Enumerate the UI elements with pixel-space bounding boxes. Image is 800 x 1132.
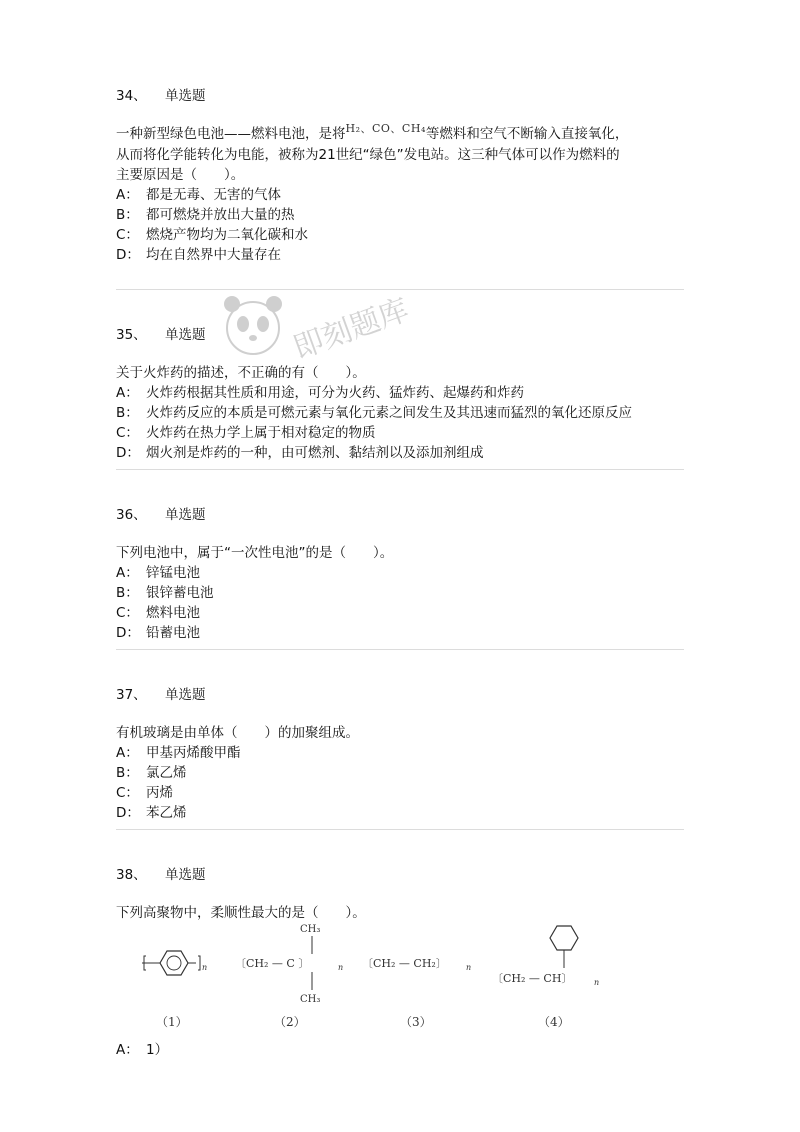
option-c xyxy=(116,783,686,803)
option-text: 燃料电池 xyxy=(146,605,200,621)
question-38-options xyxy=(116,1040,686,1060)
option-text: 银锌蓄电池 xyxy=(146,585,214,601)
option-text: 烟火剂是炸药的一种，由可燃剂、黏结剂以及添加剂组成 xyxy=(146,445,484,461)
subscript-n: n xyxy=(202,963,208,972)
chain-formula: 〔CH₂ — CH₂〕 xyxy=(362,957,447,970)
option-letter: A： xyxy=(116,385,139,401)
option-text: 均在自然界中大量存在 xyxy=(146,247,281,263)
question-header xyxy=(116,325,686,345)
methyl-group: CH₃ xyxy=(300,994,321,1005)
structure-3 xyxy=(362,957,471,1029)
question-stem: 下列电池中，属于“一次性电池”的是（ ）。 xyxy=(116,545,394,561)
question-number: 34、 xyxy=(116,88,147,104)
option-letter: A： xyxy=(116,565,139,581)
option-letter: A： xyxy=(116,187,139,203)
option-letter: B： xyxy=(116,207,139,223)
benzene-ring-icon xyxy=(550,926,578,950)
watermark-text: 即刻题库 xyxy=(288,292,414,367)
option-text: 氯乙烯 xyxy=(146,765,187,781)
option-d xyxy=(116,803,686,823)
option-b xyxy=(116,763,686,783)
option-letter: B： xyxy=(116,585,139,601)
option-a xyxy=(116,1040,686,1060)
question-type: 单选题 xyxy=(164,507,206,523)
chain-formula: 〔CH₂ — C 〕 xyxy=(235,957,310,970)
question-header xyxy=(116,685,686,705)
option-text: 都可燃烧并放出大量的热 xyxy=(146,207,295,223)
question-stem: 关于火炸药的描述，不正确的有（ ）。 xyxy=(116,365,366,381)
question-38 xyxy=(116,865,686,923)
option-b xyxy=(116,403,686,423)
option-letter: B： xyxy=(116,405,139,421)
question-37 xyxy=(116,685,686,823)
stem-text: 主要原因是（ ）。 xyxy=(116,167,245,183)
option-b xyxy=(116,205,686,225)
option-letter: C： xyxy=(116,605,139,621)
question-stem: 下列高聚物中，柔顺性最大的是（ ）。 xyxy=(116,905,366,921)
option-c xyxy=(116,423,686,443)
question-type: 单选题 xyxy=(164,327,206,343)
option-letter: C： xyxy=(116,425,139,441)
methyl-group: CH₃ xyxy=(300,924,321,935)
divider xyxy=(116,469,684,470)
option-text: 苯乙烯 xyxy=(146,805,187,821)
option-b xyxy=(116,583,686,603)
option-c xyxy=(116,603,686,623)
structure-label: （3） xyxy=(400,1015,432,1029)
question-number: 36、 xyxy=(116,507,147,523)
question-stem: 有机玻璃是由单体（ ）的加聚组成。 xyxy=(116,725,359,741)
divider xyxy=(116,649,684,650)
divider xyxy=(116,289,684,290)
option-text: 都是无毒、无害的气体 xyxy=(146,187,281,203)
subscript-n: n xyxy=(594,978,600,987)
option-a xyxy=(116,185,686,205)
structure-4 xyxy=(492,926,599,1029)
option-text: 燃烧产物均为二氧化碳和水 xyxy=(146,227,308,243)
structure-label: （2） xyxy=(274,1015,306,1029)
option-a xyxy=(116,743,686,763)
formula-image: H₂、CO、CH₄ xyxy=(345,122,426,135)
option-a xyxy=(116,383,686,403)
chain-formula: 〔CH₂ — CH〕 xyxy=(492,972,573,985)
option-text: 铅蓄电池 xyxy=(146,625,200,641)
structure-1 xyxy=(142,951,207,1029)
option-text: 丙烯 xyxy=(146,785,173,801)
subscript-n: n xyxy=(466,963,472,972)
question-header xyxy=(116,505,686,525)
option-letter: B： xyxy=(116,765,139,781)
option-c xyxy=(116,225,686,245)
option-text: 甲基丙烯酸甲酯 xyxy=(146,745,241,761)
question-number: 38、 xyxy=(116,867,147,883)
polymer-structures xyxy=(130,918,610,1036)
structure-label: （4） xyxy=(538,1015,570,1029)
option-text: 1） xyxy=(146,1042,169,1058)
option-d xyxy=(116,443,686,463)
divider xyxy=(116,829,684,830)
option-d xyxy=(116,245,686,265)
question-header xyxy=(116,865,686,885)
stem-text: 一种新型绿色电池——燃料电池，是将 xyxy=(116,126,346,142)
option-text: 锌锰电池 xyxy=(146,565,200,581)
question-number: 35、 xyxy=(116,327,147,343)
stem-text: 等燃料和空气不断输入直接氧化， xyxy=(425,126,629,142)
option-text: 火炸药反应的本质是可燃元素与氧化元素之间发生及其迅速而猛烈的氧化还原反应 xyxy=(146,405,632,421)
question-type: 单选题 xyxy=(164,88,206,104)
option-letter: A： xyxy=(116,1042,139,1058)
option-letter: C： xyxy=(116,227,139,243)
option-letter: D： xyxy=(116,625,140,641)
stem-text: 从而将化学能转化为电能，被称为21世纪“绿色”发电站。这三种气体可以作为燃料的 xyxy=(116,147,620,163)
question-number: 37、 xyxy=(116,687,147,703)
subscript-n: n xyxy=(338,963,344,972)
option-letter: D： xyxy=(116,247,140,263)
question-36 xyxy=(116,505,686,643)
question-header xyxy=(116,86,686,106)
question-type: 单选题 xyxy=(164,687,206,703)
question-stem xyxy=(116,124,686,145)
question-type: 单选题 xyxy=(164,867,206,883)
structure-2 xyxy=(235,924,343,1029)
option-text: 火炸药在热力学上属于相对稳定的物质 xyxy=(146,425,376,441)
option-text: 火炸药根据其性质和用途，可分为火药、猛炸药、起爆药和炸药 xyxy=(146,385,524,401)
option-d xyxy=(116,623,686,643)
option-letter: C： xyxy=(116,785,139,801)
option-letter: D： xyxy=(116,445,140,461)
structure-label: （1） xyxy=(156,1015,188,1029)
option-letter: A： xyxy=(116,745,139,761)
option-a xyxy=(116,563,686,583)
option-letter: D： xyxy=(116,805,140,821)
benzene-ring-icon xyxy=(160,951,188,975)
question-35 xyxy=(116,325,686,463)
question-34 xyxy=(116,86,686,265)
